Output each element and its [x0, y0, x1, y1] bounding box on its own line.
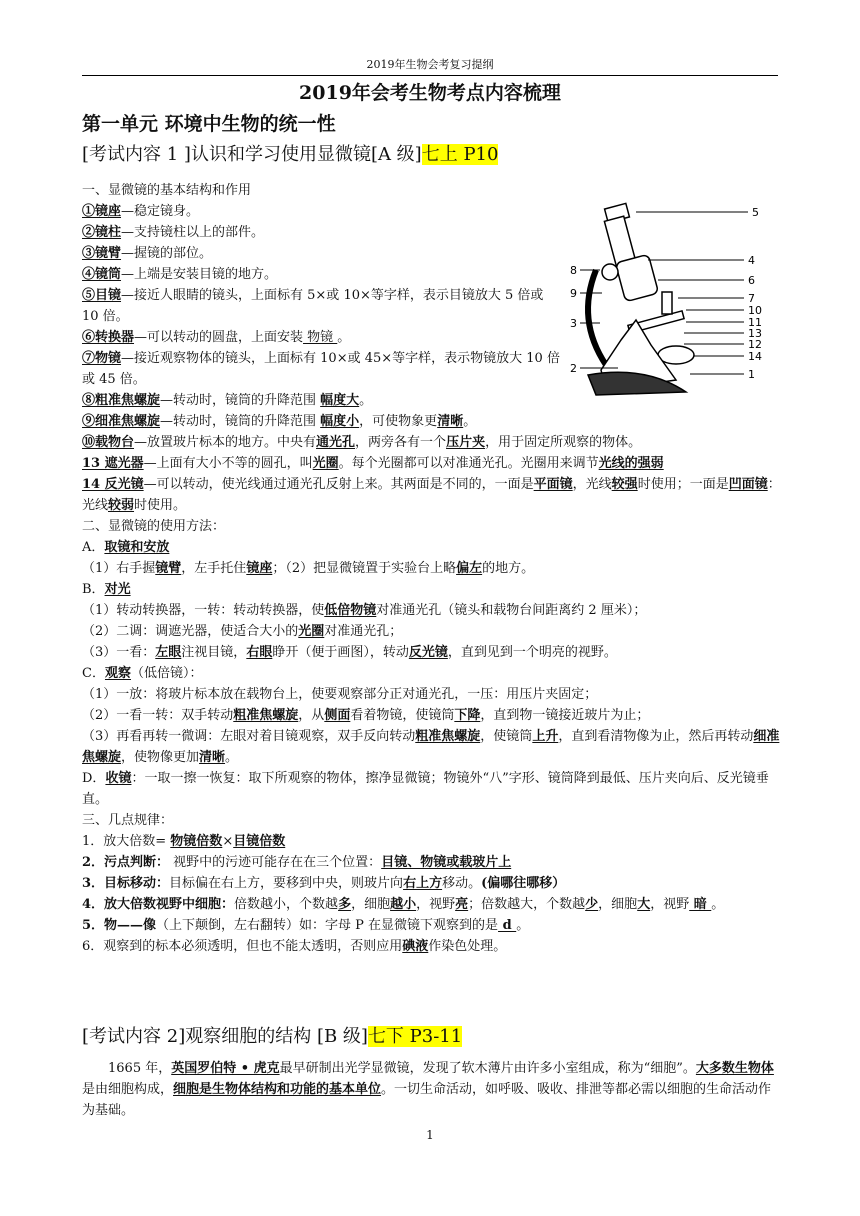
item-4: ④镜筒—上端是安装目镜的地方。: [82, 267, 278, 282]
section-heading-text: [考试内容 1 ]认识和学习使用显微镜[A 级]: [82, 144, 422, 165]
label-12: 12: [748, 338, 762, 351]
part2-title: 二、显微镜的使用方法：: [82, 519, 226, 534]
rule-3: 3．目标移动：目标偏在右上方，要移到中央，则玻片向右上方移动。(偏哪往哪移）: [82, 876, 566, 891]
step-a-line: （1）右手握镜臂，左手托住镜座；（2）把显微镜置于实验台上略偏左的地方。: [82, 561, 535, 576]
section-heading-text: [考试内容 2]观察细胞的结构 [B 级]: [82, 1026, 368, 1047]
step-c3: （3）再看再转一微调：左眼对着目镜观察，双手反向转动粗准焦螺旋，使镜筒上升，直到看清物像为止，然后再转动细准焦螺旋，使物像更加清晰。: [82, 729, 780, 765]
label-3: 3: [570, 317, 577, 330]
step-b2: （2）二调：调遮光器，使适合大小的光圈对准通光孔；: [82, 624, 403, 639]
item-2: ②镜柱—支持镜柱以上的部件。: [82, 225, 265, 240]
unit-title: 第一单元 环境中生物的统一性: [82, 113, 336, 135]
item-13: 13 遮光器—上面有大小不等的圆孔，叫光圈。每个光圈都可以对准通光孔。光圈用来调节光线的强弱: [82, 456, 664, 471]
step-b-title: B．对光: [82, 582, 131, 597]
cell-paragraph: 1665 年，英国罗伯特 • 虎克最早研制出光学显微镜，发现了软木薄片由许多小室组成，称为“细胞”。大多数生物体是由细胞构成，细胞是生物体结构和功能的基本单位。一切生命活动，如呼吸、吸收、排泄等都必需以细胞的生命活动作为基础。: [82, 1061, 774, 1118]
rule-4: 4．放大倍数视野中细胞：倍数越小，个数越多，细胞越小，视野亮；倍数越大，个数越少，细胞大，视野 暗 。: [82, 897, 725, 912]
step-b3: （3）一看：左眼注视目镜，右眼睁开（便于画图），转动反光镜，直到见到一个明亮的视野。: [82, 645, 617, 660]
rule-5: 5．物——像（上下颠倒，左右翻转）如：字母 P 在显微镜下观察到的是 d 。: [82, 918, 530, 933]
label-9: 9: [570, 287, 577, 300]
step-c-title: C．观察（低倍镜）：: [82, 666, 203, 681]
item-7: ⑦物镜—接近观察物体的镜头，上面标有 10×或 45×等字样，表示物镜放大 10 倍或 45 倍。: [82, 351, 560, 387]
section-2-body: [82, 1058, 782, 1121]
document-title: 2019年会考生物考点内容梳理: [299, 82, 561, 104]
running-header: 2019年生物会考复习提纲: [82, 58, 778, 76]
label-7: 7: [748, 292, 755, 305]
rule-2: 2．污点判断： 视野中的污迹可能存在在三个位置：目镜、物镜或载玻片上: [82, 855, 512, 870]
step-d: D．收镜：一取一擦一恢复：取下所观察的物体，擦净显微镜；物镜外“八”字形、镜筒降到最低、压片夹向后、反光镜垂直。: [82, 771, 769, 807]
rule-6: 6．观察到的标本必须透明，但也不能太透明，否则应用碘液作染色处理。: [82, 939, 507, 954]
label-8: 8: [570, 264, 577, 277]
step-a-title: A．取镜和安放: [82, 540, 170, 555]
item-10: ⑩载物台—放置玻片标本的地方。中央有通光孔，两旁各有一个压片夹，用于固定所观察的物体。: [82, 435, 642, 450]
step-b1: （1）转动转换器，一转：转动转换器，使低倍物镜对准通光孔（镜头和载物台间距离约 2 厘米）；: [82, 603, 647, 618]
textbook-reference: 七下 P3-11: [367, 1026, 463, 1047]
rule-1: 1．放大倍数= 物镜倍数×目镜倍数: [82, 834, 286, 849]
label-14: 14: [748, 350, 762, 363]
label-10: 10: [748, 304, 762, 317]
step-c2: （2）一看一转：双手转动粗准焦螺旋，从侧面看着物镜，使镜筒下降，直到物一镜接近玻片为止；: [82, 708, 650, 723]
item-8: ⑧粗准焦螺旋—转动时，镜筒的升降范围 幅度大。: [82, 393, 373, 408]
label-4: 4: [748, 254, 755, 267]
section-1-body: [82, 180, 782, 957]
item-3: ③镜臂—握镜的部位。: [82, 246, 213, 261]
label-13: 13: [748, 327, 762, 340]
item-6: ⑥转换器—可以转动的圆盘，上面安装 物镜 。: [82, 330, 351, 345]
section-heading-1: [82, 142, 498, 168]
item-9: ⑨细准焦螺旋—转动时，镜筒的升降范围 幅度小，可使物象更清晰。: [82, 414, 477, 429]
section-heading-2: [82, 1024, 462, 1050]
part3-title: 三、几点规律：: [82, 813, 174, 828]
label-5: 5: [752, 206, 759, 219]
label-1: 1: [748, 368, 755, 381]
label-6: 6: [748, 274, 755, 287]
step-c1: （1）一放：将玻片标本放在载物台上，使要观察部分正对通光孔，一压：用压片夹固定；: [82, 687, 598, 702]
label-2: 2: [570, 362, 577, 375]
page-number: 1: [426, 1128, 434, 1142]
label-11: 11: [748, 316, 762, 329]
item-14: 14 反光镜—可以转动，使光线通过通光孔反射上来。其两面是不同的，一面是平面镜，光线较强时使用；一面是凹面镜：光线较弱时使用。: [82, 477, 781, 513]
part1-title: 一、显微镜的基本结构和作用: [82, 183, 252, 198]
item-1: ①镜座—稳定镜身。: [82, 204, 200, 219]
textbook-reference: 七上 P10: [421, 144, 499, 165]
item-5: ⑤目镜—接近人眼睛的镜头，上面标有 5×或 10×等字样，表示目镜放大 5 倍或 10 倍。: [82, 288, 544, 324]
